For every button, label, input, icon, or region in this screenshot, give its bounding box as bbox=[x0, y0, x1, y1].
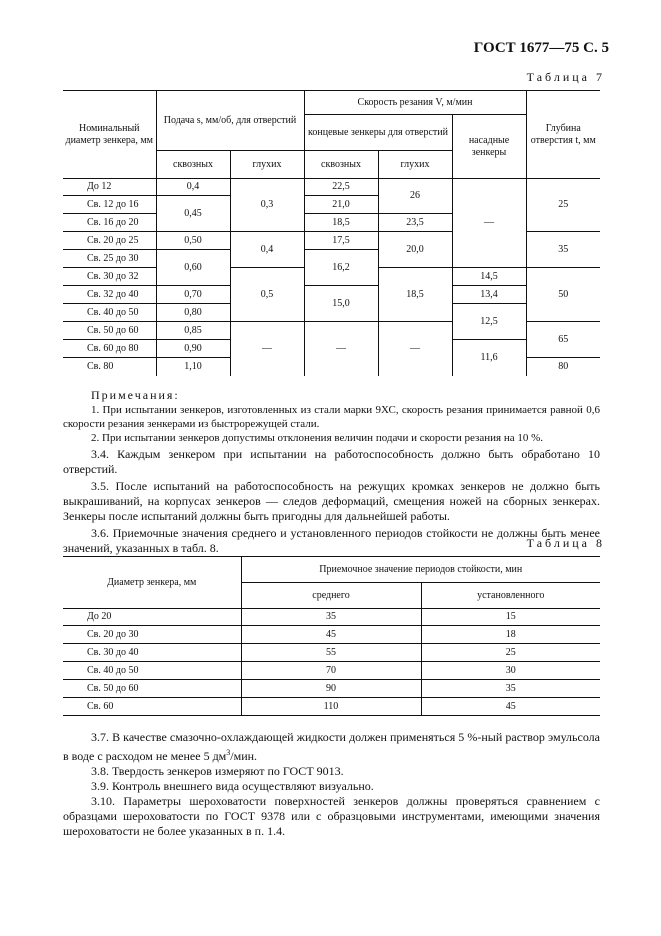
diameter-cell: Св. 25 до 30 bbox=[63, 250, 156, 268]
feed-through-cell: 1,10 bbox=[156, 358, 230, 376]
header-blind-feed: глухих bbox=[230, 151, 304, 179]
header-period: Приемочное значение периодов стойкости, мин bbox=[241, 557, 600, 583]
speed-shell-cell: 11,6 bbox=[452, 340, 526, 376]
table-row bbox=[63, 644, 600, 662]
set-cell: 45 bbox=[421, 698, 600, 716]
note-1: 1. При испытании зенкеров, изготовленных из стали марки 9ХС, скорость резания принимается равной 0,6 скорости резания зенкерами из быстрорежущей стали. bbox=[63, 404, 600, 430]
diameter-cell: Св. 20 до 30 bbox=[63, 626, 241, 644]
feed-through-cell: 0,85 bbox=[156, 322, 230, 340]
feed-through-cell: 0,80 bbox=[156, 304, 230, 322]
mean-cell: 110 bbox=[241, 698, 421, 716]
speed-blind-cell: 23,5 bbox=[378, 214, 452, 232]
depth-cell: 65 bbox=[558, 333, 569, 345]
table-8 bbox=[63, 556, 600, 716]
speed-blind-cell: 18,5 bbox=[378, 268, 452, 322]
feed-blind-cell: 0,3 bbox=[230, 179, 304, 232]
superscript: 3 bbox=[226, 748, 231, 757]
speed-through-cell: 16,2 bbox=[304, 250, 378, 286]
feed-through-cell: 0,60 bbox=[156, 250, 230, 286]
set-cell: 35 bbox=[421, 680, 600, 698]
speed-through-cell: 18,5 bbox=[304, 214, 378, 232]
diameter-cell: Св. 32 до 40 bbox=[63, 286, 156, 304]
header-depth: Глубина отверстия t, мм bbox=[526, 91, 600, 179]
mean-cell: 35 bbox=[241, 609, 421, 626]
feed-through-cell: 0,70 bbox=[156, 286, 230, 304]
feed-blind-cell: 0,5 bbox=[230, 268, 304, 322]
header-end-cutters: концевые зенкеры для отверстий bbox=[304, 115, 452, 151]
feed-through-cell: 0,90 bbox=[156, 340, 230, 358]
feed-through-cell: 0,50 bbox=[156, 232, 230, 250]
table-row bbox=[63, 609, 600, 626]
paragraph-3-7 bbox=[63, 730, 600, 764]
paragraph-3-8: 3.8. Твердость зенкеров измеряют по ГОСТ 9013. bbox=[91, 764, 344, 778]
paragraphs-block bbox=[63, 730, 600, 839]
notes-title: Примечания: bbox=[91, 388, 180, 402]
speed-through-cell: — bbox=[304, 322, 378, 376]
paragraph-3-4: 3.4. Каждым зенкером при испытании на работоспособность должно быть обработано 10 отверстий. bbox=[63, 447, 600, 476]
diameter-cell: Св. 40 до 50 bbox=[63, 304, 156, 322]
speed-through-cell: 17,5 bbox=[304, 232, 378, 250]
speed-blind-cell: 20,0 bbox=[378, 232, 452, 268]
speed-blind-cell: 26 bbox=[378, 179, 452, 214]
set-cell: 30 bbox=[421, 662, 600, 680]
header-set: установленного bbox=[421, 583, 600, 609]
page-header: ГОСТ 1677—75 С. 5 bbox=[473, 40, 609, 56]
table-7 bbox=[63, 90, 600, 376]
speed-through-cell: 21,0 bbox=[304, 196, 378, 214]
depth-cell: 35 bbox=[526, 232, 600, 268]
paragraph-3-10: 3.10. Параметры шероховатости поверхностей зенкеров должны проверяться сравнением с образцами шероховатости по ГОСТ 9378 или с образцовыми инструментами, имеющими значения шероховатости не более указанных в п. 1.4. bbox=[63, 794, 600, 838]
header-through-feed: сквозных bbox=[156, 151, 230, 179]
mean-cell: 55 bbox=[241, 644, 421, 662]
header-feed: Подача s, мм/об, для отверстий bbox=[156, 91, 304, 151]
paragraph-3-6: 3.6. Приемочные значения среднего и установленного периодов стойкости не должны быть менее значений, указанных в табл. 8. bbox=[63, 526, 600, 555]
diameter-cell: Св. 60 bbox=[63, 698, 241, 716]
header-speed: Скорость резания V, м/мин bbox=[304, 91, 526, 115]
mean-cell: 70 bbox=[241, 662, 421, 680]
notes-block bbox=[63, 388, 600, 556]
speed-through-cell: 15,0 bbox=[304, 286, 378, 322]
diameter-cell: Св. 80 bbox=[63, 358, 156, 376]
header-mean: среднего bbox=[241, 583, 421, 609]
speed-shell-cell: 13,4 bbox=[452, 286, 526, 304]
table-row bbox=[63, 698, 600, 716]
diameter-cell: Св. 20 до 25 bbox=[63, 232, 156, 250]
mean-cell: 45 bbox=[241, 626, 421, 644]
paragraph-3-7-unit: /мин. bbox=[230, 749, 258, 763]
header-diameter: Номинальный диаметр зенкера, мм bbox=[63, 91, 156, 179]
diameter-cell: Св. 40 до 50 bbox=[63, 662, 241, 680]
table-row bbox=[63, 680, 600, 698]
diameter-cell: Св. 50 до 60 bbox=[63, 322, 156, 340]
depth-cell: 25 bbox=[526, 179, 600, 232]
feed-blind-cell: — bbox=[230, 322, 304, 376]
speed-blind-cell: — bbox=[378, 322, 452, 376]
speed-shell-cell: 14,5 bbox=[452, 268, 526, 286]
set-cell: 25 bbox=[421, 644, 600, 662]
diameter-cell: Св. 60 до 80 bbox=[63, 340, 156, 358]
feed-blind-cell: 0,4 bbox=[230, 232, 304, 268]
note-2: 2. При испытании зенкеров допустимы отклонения величин подачи и скорости резания на 10 %. bbox=[91, 432, 544, 444]
set-cell: 18 bbox=[421, 626, 600, 644]
paragraph-3-9: 3.9. Контроль внешнего вида осуществляют визуально. bbox=[91, 779, 374, 793]
speed-shell-cell: 12,5 bbox=[452, 304, 526, 340]
table-row bbox=[63, 626, 600, 644]
table-7-caption: Таблица 7 bbox=[526, 70, 605, 84]
paragraph-3-7-text: 3.7. В качестве смазочно-охлаждающей жидкости должен применяться 5 %-ный раствор эмульсола в воде с расходом не менее 5 дм bbox=[63, 730, 600, 763]
header-diameter: Диаметр зенкера, мм bbox=[63, 557, 241, 609]
header-shell-cutters: насадные зенкеры bbox=[452, 115, 526, 179]
depth-cell: 80 bbox=[526, 358, 600, 376]
feed-through-cell: 0,4 bbox=[156, 179, 230, 196]
diameter-cell: До 20 bbox=[63, 609, 241, 626]
diameter-cell: Св. 30 до 40 bbox=[63, 644, 241, 662]
diameter-cell: Св. 30 до 32 bbox=[63, 268, 156, 286]
table-row bbox=[63, 662, 600, 680]
header-blind-speed: глухих bbox=[378, 151, 452, 179]
paragraph-3-5: 3.5. После испытаний на работоспособность на режущих кромках зенкеров не должно быть выкрашиваний, на корпусах зенкеров — следов деформаций, смещения ножей на сборных зенкерах. Зенкеры после испытаний должны быть пригодны для дальнейшей работы. bbox=[63, 479, 600, 523]
speed-shell-cell: — bbox=[452, 179, 526, 268]
table-8-caption: Таблица 8 bbox=[526, 536, 605, 550]
diameter-cell: Св. 50 до 60 bbox=[63, 680, 241, 698]
diameter-cell: Св. 12 до 16 bbox=[63, 196, 156, 214]
header-through-speed: сквозных bbox=[304, 151, 378, 179]
diameter-cell: Св. 16 до 20 bbox=[63, 214, 156, 232]
speed-through-cell: 22,5 bbox=[304, 179, 378, 196]
diameter-cell: До 12 bbox=[63, 179, 156, 196]
feed-through-cell: 0,45 bbox=[156, 196, 230, 232]
depth-cell: 50 bbox=[526, 268, 600, 322]
set-cell: 15 bbox=[505, 611, 516, 622]
mean-cell: 90 bbox=[241, 680, 421, 698]
